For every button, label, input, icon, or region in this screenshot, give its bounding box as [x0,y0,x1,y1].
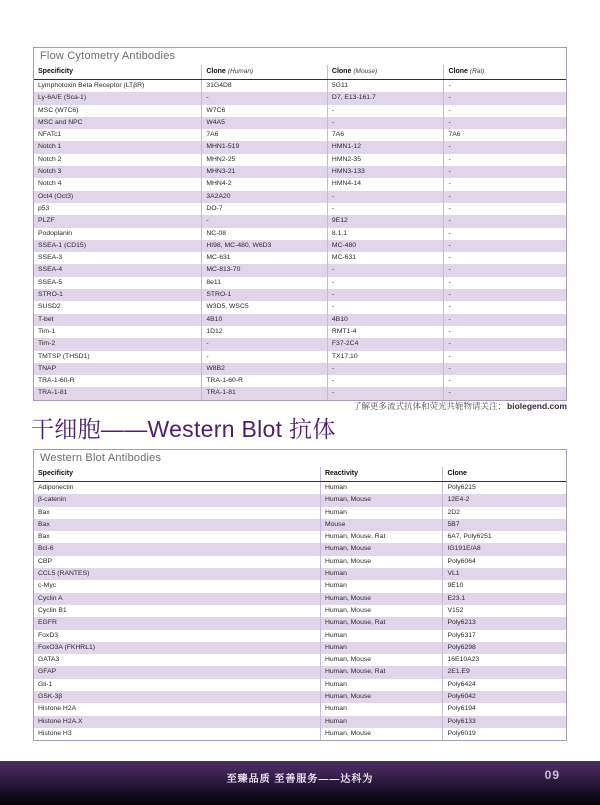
table-cell: W4A5 [201,117,327,129]
table-row [34,301,566,313]
table-cell: TRA-1-60-R [38,377,75,385]
table-cell: VL1 [442,568,566,580]
table-cell: HMN1-12 [327,141,444,153]
table-row [34,568,566,580]
table-cell: Bcl-6 [38,545,54,553]
column-header [201,65,327,79]
table-cell: - [201,215,327,227]
table-cell: Human [320,580,443,592]
table-cell: Human, Mouse [320,728,443,740]
table-cell: PLZF [38,217,55,225]
table-cell: TRA-1-81 [38,389,68,397]
table-cell: Human, Mouse [320,556,443,568]
table-cell: Notch 4 [38,180,62,188]
table-cell: Bax [38,533,50,541]
column-header [442,467,566,481]
table-row [34,351,566,363]
table-cell: - [443,154,566,166]
table-cell: Lymphotoxin Beta Receptor (LTβR) [38,82,145,89]
table-cell: MSC (W7C6) [38,106,79,114]
column-header-note: (Rat) [469,68,485,75]
table-cell: 6A7, Poly6251 [442,531,566,543]
table-cell: 8.1.1 [327,228,444,240]
table-cell: - [443,301,566,313]
footer-slogan: 至臻品质 至善服务——达科为 [226,774,374,785]
table-cell: Human [320,630,443,642]
table-row [34,482,566,494]
table-cell: Cyclin B1 [38,606,67,614]
promo-note [353,400,567,412]
table-cell: 9E10 [442,580,566,592]
table-cell: - [327,387,444,399]
table-cell: FoxD3 [38,631,59,639]
table-cell: Human [320,568,443,580]
table-row [34,117,566,129]
table-cell: SSEA-1 (CD15) [38,241,86,249]
table-cell: - [443,141,566,153]
table-cell: CBP [38,557,52,565]
table-cell: - [443,166,566,178]
table-cell: D7, E13-161.7 [327,92,444,104]
table-cell: Human [320,703,443,715]
table-cell: Human [320,482,443,494]
table-cell: Mouse [320,519,443,531]
table-cell: - [201,351,327,363]
table-cell: 12E4-2 [442,494,566,506]
column-header [320,467,443,481]
table-row [34,556,566,568]
table-cell: - [201,92,327,104]
table-row [34,654,566,666]
table-row [34,593,566,605]
page-number: 09 [544,768,560,782]
table-cell: W7C6 [201,105,327,117]
table-cell: Poly6424 [442,679,566,691]
flow-cytometry-antibodies-table [33,47,567,401]
table-cell: W3D5, WSC5 [201,301,327,313]
table-cell: NC-08 [201,228,327,240]
table-row [34,691,566,703]
table-cell: - [443,363,566,375]
table-row [34,166,566,178]
table-row [34,141,566,153]
table-cell: MSC and NPC [38,118,83,126]
table-cell: Human [320,716,443,728]
promo-note-text: 了解更多流式抗体和荧光共轭物请关注： [353,401,507,411]
table-cell: HI98, MC-480, W6D3 [201,240,327,252]
table-cell: Human, Mouse, Rat [320,617,443,629]
table-row [34,314,566,326]
table-row [34,666,566,678]
table-cell: - [443,289,566,301]
table-cell: STRO-1 [38,291,63,299]
table-cell: Bax [38,508,50,516]
table-cell: Poly6213 [442,617,566,629]
table-cell: - [443,117,566,129]
column-header-label: Clone [447,470,467,477]
table-cell: - [443,351,566,363]
table-cell: - [443,314,566,326]
table-row [34,543,566,555]
column-header [443,65,566,79]
table-cell: T-bet [38,315,54,323]
table-cell: - [443,215,566,227]
table-cell: - [443,228,566,240]
table-row [34,264,566,276]
table-cell: MC-813-70 [201,264,327,276]
table-cell: - [443,387,566,399]
table-cell: HMN4-14 [327,178,444,190]
table-cell: Poly6133 [442,716,566,728]
table-row [34,252,566,264]
table-cell: 7A6 [201,129,327,141]
table-row [34,228,566,240]
column-header-label: Clone [331,68,352,75]
table-cell: - [327,277,444,289]
column-header-label: Specificity [38,470,74,477]
table-cell: Cyclin A [38,594,63,602]
table-cell: 7A6 [327,129,444,141]
table-cell: Human [320,679,443,691]
table-cell: V152 [442,605,566,617]
table-cell: 9E12 [327,215,444,227]
table-cell: HMN2-35 [327,154,444,166]
table-row [34,703,566,715]
table-cell: 8e11 [201,277,327,289]
table-row [34,531,566,543]
table-cell: - [327,375,444,387]
table-cell: - [327,203,444,215]
table-cell: Poly6298 [442,642,566,654]
column-header [327,65,444,79]
table-row [34,105,566,117]
table-cell: Human, Mouse, Rat [320,666,443,678]
table-row [34,191,566,203]
table-cell: β-catenin [38,496,67,504]
table-cell: MC-480 [327,240,444,252]
table-cell: Notch 2 [38,155,62,163]
table-cell: W8B2 [201,363,327,375]
table-row [34,92,566,104]
table-cell: 2D2 [442,507,566,519]
table-row [34,215,566,227]
table-cell: NFATc1 [38,131,62,139]
table-cell: Bax [38,520,50,528]
table-cell: 5G11 [327,80,444,92]
table-cell: SSEA-3 [38,254,63,262]
table-cell: - [327,117,444,129]
table-row [34,507,566,519]
table-cell: - [443,92,566,104]
table-row [34,203,566,215]
table-cell: - [443,105,566,117]
table-cell: GSK-3β [38,693,63,701]
table-cell: - [327,105,444,117]
western-blot-antibodies-table [33,449,567,741]
table-cell: Poly6194 [442,703,566,715]
table-cell: - [327,264,444,276]
table-cell: Notch 1 [38,143,62,151]
table-title: Western Blot Antibodies [34,450,566,467]
table-row [34,605,566,617]
table-cell: E23.1 [442,593,566,605]
table-row [34,277,566,289]
table-cell: TNAP [38,364,57,372]
table-cell: HMN3-133 [327,166,444,178]
table-cell: SSEA-4 [38,266,63,274]
table-cell: F37-2C4 [327,338,444,350]
table-cell: Adiponectin [38,484,74,491]
table-cell: TX17.10 [327,351,444,363]
table-row [34,728,566,740]
table-cell: MHN3-21 [201,166,327,178]
column-header [34,467,320,481]
column-header-note: (Mouse) [353,68,378,75]
table-cell: TMTSP (THSD1) [38,352,90,360]
table-cell: Histone H2A.X [38,717,83,725]
table-cell: Poly6215 [442,482,566,494]
column-header-label: Reactivity [324,470,359,477]
table-row [34,80,566,92]
table-cell: - [443,191,566,203]
table-cell: Human, Mouse [320,605,443,617]
table-cell: TRA-1-60-R [201,375,327,387]
table-cell: - [443,80,566,92]
table-title: Flow Cytometry Antibodies [34,48,566,65]
column-header [34,65,201,79]
table-cell: 31G4D8 [201,80,327,92]
table-cell: - [327,191,444,203]
table-cell: 7A6 [443,129,566,141]
table-cell: - [443,240,566,252]
table-cell: DO-7 [201,203,327,215]
table-cell: - [327,301,444,313]
table-cell: Human [320,507,443,519]
table-cell: Poly6042 [442,691,566,703]
column-header-label: Specificity [38,68,74,75]
table-cell: CCL5 (RANTES) [38,570,90,578]
column-header-label: Clone [206,68,226,75]
table-cell: - [327,363,444,375]
table-row [34,580,566,592]
table-cell: - [443,178,566,190]
table-cell: Oct4 (Oct3) [38,192,74,200]
table-cell: Ly-6A/E (Sca-1) [38,94,87,102]
table-cell: p53 [38,204,50,212]
table-cell: 4B10 [201,314,327,326]
table-cell: STRO-1 [201,289,327,301]
table-cell: IG191E/A8 [442,543,566,555]
table-cell: - [443,264,566,276]
table-cell: MC-631 [201,252,327,264]
footer-bar [0,761,600,805]
table-row [34,240,566,252]
table-header-row [34,65,566,80]
table-row [34,716,566,728]
column-header-label: Clone [448,68,468,75]
table-row [34,630,566,642]
table-row [34,642,566,654]
table-row [34,494,566,506]
table-cell: MHN2-25 [201,154,327,166]
table-header-row [34,467,566,482]
table-cell: - [443,203,566,215]
table-row [34,326,566,338]
table-row [34,129,566,141]
table-cell: - [443,277,566,289]
table-cell: 1D12 [201,326,327,338]
table-cell: Human, Mouse [320,654,443,666]
section-title: 干细胞——Western Blot 抗体 [31,416,336,442]
table-cell: Human, Mouse [320,543,443,555]
table-cell: Human, Mouse [320,494,443,506]
table-cell: Tim-2 [38,340,56,348]
table-cell: - [443,375,566,387]
table-cell: Notch 3 [38,168,62,176]
table-cell: FoxO3A (FKHRL1) [38,643,96,651]
table-cell: Tim-1 [38,327,56,335]
table-cell: 5B7 [442,519,566,531]
table-cell: Histone H2A [38,705,77,713]
table-cell: GATA3 [38,656,60,664]
table-cell: - [443,326,566,338]
column-header-note: (Human) [227,68,254,75]
table-cell: Poly6019 [442,728,566,740]
table-cell: MHN4-2 [201,178,327,190]
table-cell: Gli-1 [38,680,53,688]
table-cell: SUSD2 [38,303,61,311]
table-cell: GFAP [38,668,57,676]
table-cell: MC-631 [327,252,444,264]
table-cell: Human, Mouse [320,691,443,703]
table-cell: Human [320,642,443,654]
table-row [34,617,566,629]
table-cell: Podoplanin [38,229,73,237]
table-row [34,363,566,375]
table-cell: TRA-1-81 [201,387,327,399]
table-cell: 3A2A20 [201,191,327,203]
table-cell: - [443,252,566,264]
table-row [34,519,566,531]
table-cell: SSEA-5 [38,278,63,286]
table-cell: Human, Mouse [320,593,443,605]
table-cell: - [201,338,327,350]
table-cell: RMT1-4 [327,326,444,338]
table-row [34,375,566,387]
table-cell: Poly6064 [442,556,566,568]
table-cell: - [443,338,566,350]
table-row [34,387,566,399]
table-cell: 2E1.E9 [442,666,566,678]
table-cell: c-Myc [38,582,57,590]
table-cell: - [327,289,444,301]
table-cell: Poly6317 [442,630,566,642]
table-cell: 16E10A23 [442,654,566,666]
biolegend-link[interactable]: biolegend.com [507,401,567,411]
table-row [34,154,566,166]
table-cell: 4B10 [327,314,444,326]
table-row [34,178,566,190]
table-row [34,289,566,301]
table-cell: Human, Mouse, Rat [320,531,443,543]
table-cell: EGFR [38,619,57,627]
table-row [34,679,566,691]
table-cell: Histone H3 [38,729,72,737]
table-row [34,338,566,350]
table-cell: MHN1-519 [201,141,327,153]
